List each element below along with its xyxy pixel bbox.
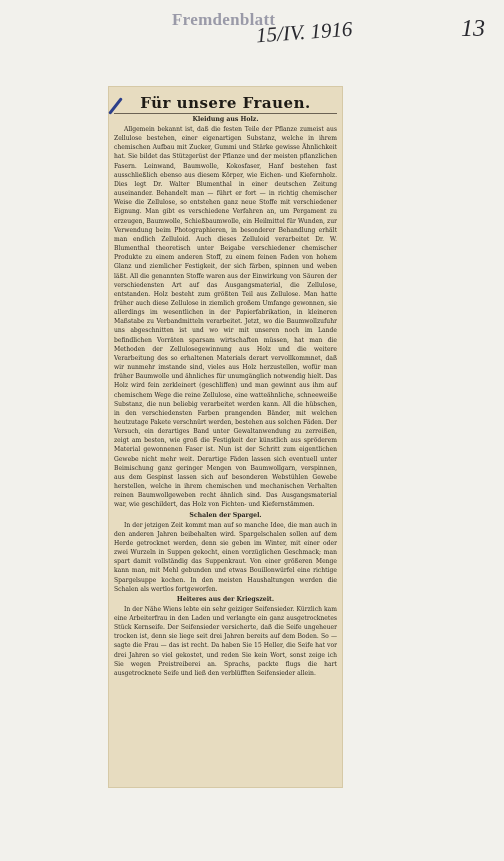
section-heading-humor: Heiteres aus der Kriegszeit. xyxy=(176,595,275,603)
section-text-clothing: Allgemein bekannt ist, daß die festen Teile der Pflanze zumeist aus Zellulose bestehen, einer eigenartigen Substanz, welche in ihrem chemischen Aufbau mit Zucker, Gummi und Stärke gewisse Ähnlichkeit hat. Sie bildet das Stützgerüst der Pflanze und der meisten pflanzlichen Fasern. Leinwand, Baumwolle, Kokosfaser, Hanf bestehen fast ausschließlich ebenso aus diesem Körper, wie Eichen- und Kiefernholz. Dies legt Dr. Walter Blumenthal in einer deutschen Zeitung auseinander. Behandelt man — führt er fort — in richtig chemischer Weise die Zellulose, so entstehen ganz neue Stoffe mit verschiedener Eignung. Man gibt es verschiedene Verfahren an, um Pergament zu erzeugen, Baumwolle, Schießbaumwolle, ein Heilmittel für Wunden, zur Verwendung beim Photographieren, in besonderer Behandlung erhält man endlich Zelluloid. Auch dieses Zelluloid verarbeitet Dr. W. Blumenthal theoretisch unter Beigabe verschiedener chemischer Produkte zu einem anderen Stoff, zu einem feinen Faden von hohem Glanz und ziemlicher Festigkeit, der sich färben, spinnen und weben läßt. All die genannten Stoffe waren aus der Einwirkung von Säuren der verschiedensten Art auf das Ausgangsmaterial, die Zellulose, entstanden. Holz besteht zum größten Teil aus Zellulose. Man hatte früher auch diese Zellulose in ziemlich großem Umfange gewonnen, sie allerdings im wesentlichen in der Papierfabrikation, in kleineren Maßstabe zu Verbandmitteln verarbeitet. Jetzt, wo die Baumwollzufuhr uns abgeschnitten ist und wo wir mit unseren noch im Lande befindlichen Vorräten sparsam wirtschaften müssen, hat man die Methoden der Zellulosegewinnung aus Holz und die weitere Verarbeitung des so erhaltenen Materials derart vervollkommnet, daß wir nunmehr imstande sind, vieles aus Holz herzustellen, wofür man früher Baumwolle und ähnliches für unumgänglich notwendig hielt. Das Holz wird fein zerkleinert (geschliffen) und man gewinnt aus ihm auf chemischem Wege die reine Zellulose, eine watteähnliche, schneeweiße Substanz, die nun beliebig verarbeitet werden kann. All die hübschen, in den verschiedensten Farben prangenden Bänder, mit welchen heutzutage Pakete verschnürt werden, bestehen aus solchen Fäden. Der Versuch, ein derartiges Band unter Gewaltanwendung zu zerreißen, zeigt am besten, wie groß die Festigkeit der künstlich aus spröderem Material gewonnenen Faser ist. Nun ist der Schritt zum eigentlichen Gewebe nicht mehr weit. Derartige Fäden lassen sich eventuell unter Beimischung ganz geringer Mengen von Baumwollgarn, verspinnen, aus dem Gespinst lassen sich auf besonderen Webstühlen Gewebe herstellen, welche in ihrem chemischen und mechanischen Verhalten reinen Baumwollgeweben recht ähnlich sind. Das Ausgangsmaterial war, wie geschildert, das Holz von Fichten- und Kiefernstämmen. xyxy=(114,126,337,509)
newspaper-stamp: Fremdenblatt xyxy=(172,10,276,29)
handwritten-page-number: 13 xyxy=(461,16,485,42)
title-divider xyxy=(114,113,337,114)
section-text-asparagus: In der jetzigen Zeit kommt man auf so manche Idee, die man auch in den anderen Jahren beibehalten wird. Spargelschalen sollen auf dem Herde getrocknet werden, denn sie geben im Winter, mit einer oder zwei Wurzeln in Suppen gekocht, einen vorzüglichen Geschmack; man spart damit vollständig das Suppenkraut. Von einer größeren Menge kann man, mit Mehl gebunden und etwas Bouillonwürfel eine richtige Spargelsuppe kochen. In den meisten Haushaltungen werden die Schalen als wertlos fortgeworfen. xyxy=(114,521,337,593)
section-heading-clothing: Kleidung aus Holz. xyxy=(192,116,259,123)
article-title: Für unsere Frauen. xyxy=(140,94,311,112)
section-text-humor: In der Nähe Wiens lebte ein sehr geiziger Seifensieder. Kürzlich kam eine Arbeiterfrau in den Laden und verlangte ein ganz ausgetrocknetes Stück Kernseife. Der Seifensieder versicherte, daß die Seife ungeheuer trocken ist, denn sie liege seit drei Jahren bereits auf dem Boden. So — sagte die Frau — das ist recht. Da haben Sie 15 Heller, die Seife hat vor drei Jahren so viel gekostet, und reden Sie kein Wort, sonst zeige ich Sie wegen Preistreiberei an. Sprachs, packte flugs die hart ausgetrocknete Seife und ließ den verblüfften Seifensieder allein. xyxy=(114,605,337,677)
section-heading-asparagus: Schalen der Spargel. xyxy=(189,511,262,519)
handwritten-date: 15/IV. 1916 xyxy=(255,16,354,48)
newspaper-clipping xyxy=(108,86,343,788)
